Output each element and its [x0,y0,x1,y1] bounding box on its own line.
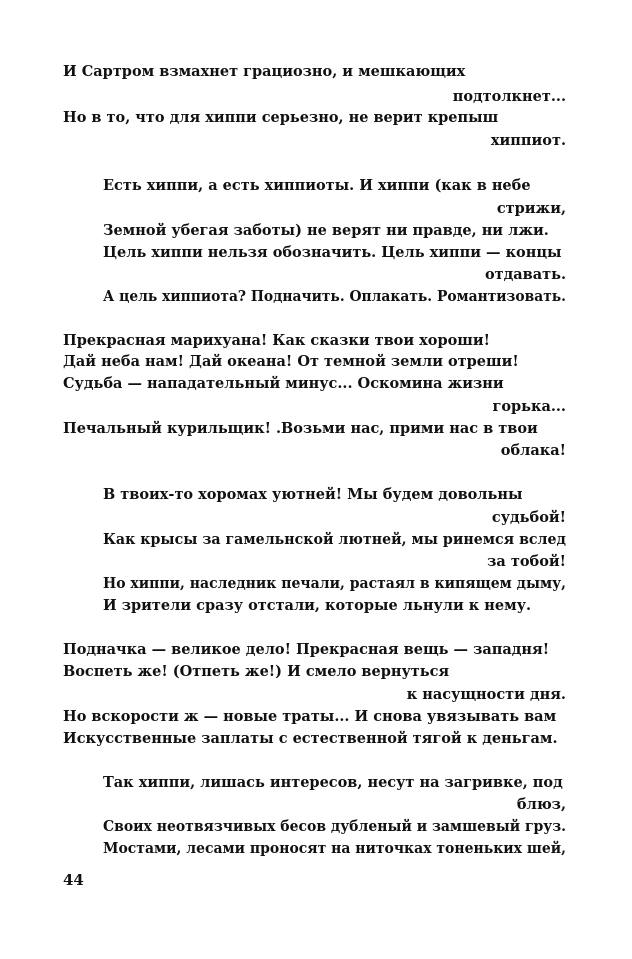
text-line: Как крысы за гамельнской лютней, мы ринемся вслед [103,531,566,548]
text-line: Так хиппи, лишась интересов, несут на загривке, под [103,774,563,791]
text-line: Воспеть же! (Отпеть же!) И смело вернуться [63,663,450,680]
text-line: горька... [492,398,566,415]
text-line: за тобой! [487,553,566,570]
text-line: Но в то, что для хиппи серьезно, не верит крепыш [63,109,499,126]
text-line: А цель хиппиота? Подначить. Оплакать. Романтизовать. [103,288,566,305]
text-line: Своих неотвязчивых бесов дубленый и замшевый груз. [103,818,567,835]
text-line: Дай неба нам! Дай океана! От темной земли отреши! [63,353,519,370]
text-line: И Сартром взмахнет грациозно, и мешкающих [63,63,466,80]
text-line: Но вскорости ж — новые траты... И снова увязывать вам [63,708,557,725]
text-line: подтолкнет... [452,88,566,105]
page-number: 44 [63,871,84,889]
text-line: Земной убегая заботы) не верят ни правде, ни лжи. [103,222,549,239]
text-line: судьбой! [491,509,566,526]
text-line: Судьба — нападательный минус... Оскомина жизни [63,375,504,392]
text-line: хиппиот. [490,132,566,149]
text-line: отдавать. [484,266,566,283]
text-line: Подначка — великое дело! Прекрасная вещь — западня! [63,641,550,658]
text-line: Искусственные заплаты с естественной тягой к деньгам. [63,730,558,747]
text-line: блюз, [516,796,566,813]
text-line: стрижи, [496,200,566,217]
text-line: Но хиппи, наследник печали, растаял в кипящем дыму, [103,575,567,592]
text-line: Есть хиппи, а есть хиппиоты. И хиппи (как в небе [103,177,531,194]
text-line: Печальный курильщик! .Возьми нас, прими нас в твои [63,420,538,437]
text-line: В твоих-то хоромах уютней! Мы будем довольны [103,486,523,503]
text-line: облака! [500,442,566,459]
text-line: Мостами, лесами проносят на ниточках тоненьких шей, [103,840,566,857]
text-line: к насущности дня. [406,686,566,703]
text-line: И зрители сразу отстали, которые льнули к нему. [103,597,532,614]
text-line: Цель хиппи нельзя обозначить. Цель хиппи — концы [103,244,562,261]
text-line: Прекрасная марихуана! Как сказки твои хороши! [63,332,490,349]
